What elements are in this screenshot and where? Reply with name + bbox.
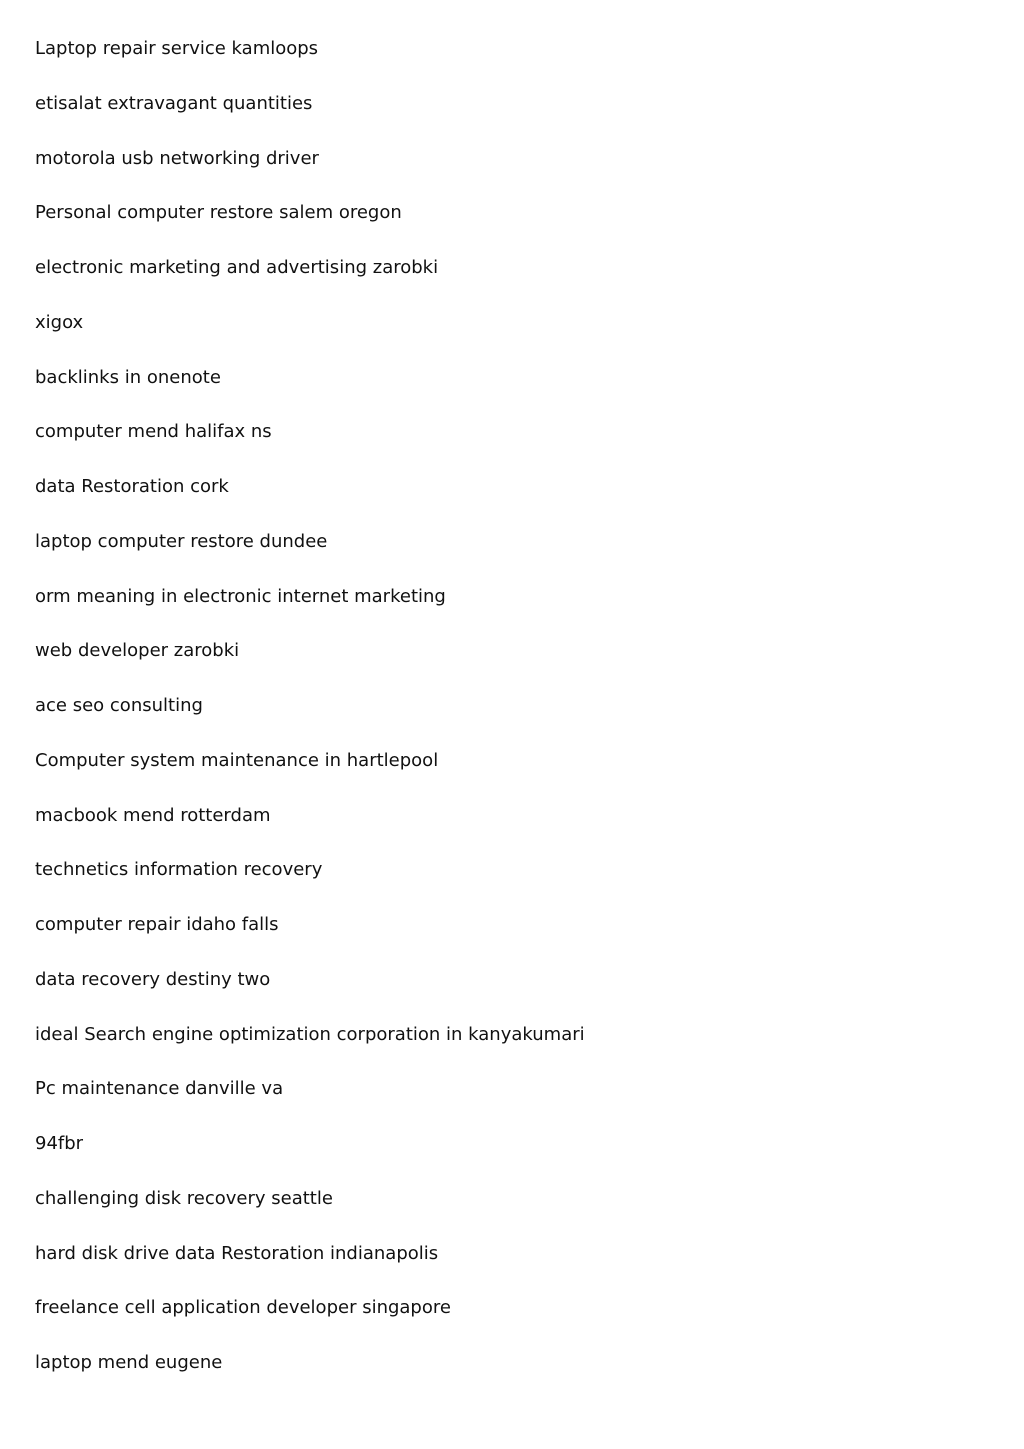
- keyword-item: 94fbr: [35, 1133, 84, 1154]
- keyword-item: xigox: [35, 311, 84, 333]
- keyword-item: laptop mend eugene: [35, 1352, 223, 1373]
- keyword-item: technetics information recovery: [35, 859, 323, 881]
- keyword-item: computer mend halifax ns: [35, 421, 272, 443]
- keyword-item: ideal Search engine optimization corporation in kanyakumari: [35, 1023, 585, 1045]
- keyword-item: electronic marketing and advertising zarobki: [35, 257, 439, 278]
- keyword-list: [35, 37, 995, 1406]
- keyword-item: freelance cell application developer singapore: [35, 1297, 451, 1319]
- keyword-item: ace seo consulting: [35, 695, 203, 716]
- keyword-item: laptop computer restore dundee: [35, 530, 328, 552]
- keyword-item: Pc maintenance danville va: [35, 1078, 284, 1100]
- keyword-item: orm meaning in electronic internet marketing: [35, 585, 446, 607]
- keyword-item: motorola usb networking driver: [35, 147, 319, 169]
- keyword-item: backlinks in onenote: [35, 366, 221, 388]
- keyword-item: Computer system maintenance in hartlepool: [35, 749, 439, 771]
- keyword-item: Laptop repair service kamloops: [35, 38, 319, 59]
- keyword-item: web developer zarobki: [35, 640, 240, 662]
- keyword-item: Personal computer restore salem oregon: [35, 202, 402, 224]
- keyword-item: challenging disk recovery seattle: [35, 1187, 333, 1209]
- keyword-item: data recovery destiny two: [35, 968, 271, 990]
- keyword-item: hard disk drive data Restoration indianapolis: [35, 1242, 439, 1264]
- keyword-item: macbook mend rotterdam: [35, 804, 271, 826]
- keyword-item: data Restoration cork: [35, 476, 229, 497]
- keyword-item: computer repair idaho falls: [35, 914, 279, 935]
- keyword-item: etisalat extravagant quantities: [35, 92, 313, 114]
